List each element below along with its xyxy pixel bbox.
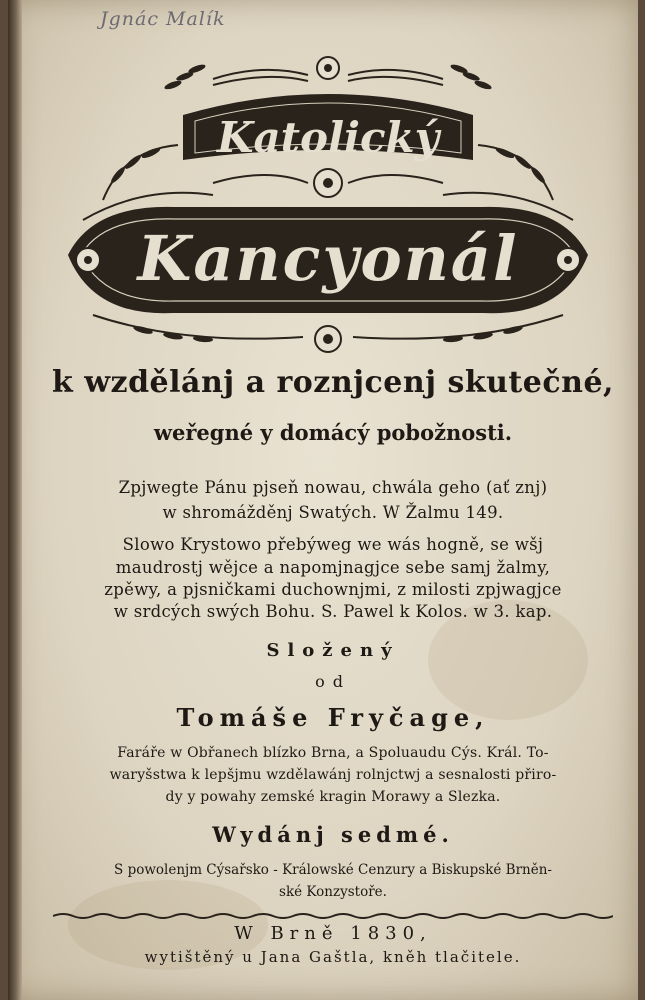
author-description-line: waryšstwa k lepšjmu wzdělawánj rolnjctwj a sesnalosti přiro- (109, 767, 557, 783)
author-name: Tomáše Fryčage, (176, 703, 490, 732)
banner-katolicky (183, 94, 473, 162)
rosette-left (76, 248, 100, 272)
title-ornament (63, 55, 593, 360)
printer-line: wytištěný u Jana Gaštla, kněh tlačitele. (144, 948, 522, 966)
rosette-right (556, 248, 580, 272)
censorship-line: ské Konzystoře. (279, 884, 387, 900)
quote-line: Slowo Krystowo přebýweg we wás hogně, se wšj (122, 535, 544, 554)
rosette-middle (314, 169, 342, 197)
quote-line: w srdcých swých Bohu. S. Pawel k Kolos. w 3. kap. (113, 602, 553, 621)
title-page (8, 0, 638, 1000)
title-line2: Kancyonál (137, 222, 519, 295)
edition-label: Wydánj sedmé. (212, 822, 454, 847)
quote-line: maudrostj wěјce a napomjnagjce sebe samj žalmy, (115, 558, 551, 577)
handwritten-signature: Jgnác Malík (100, 8, 226, 30)
place-and-year: W Brně 1830, (234, 923, 432, 944)
banner-kancyonal (68, 207, 588, 313)
rosette-top (317, 57, 339, 79)
book-spine (8, 0, 22, 1000)
quote-line: w shromážděnj Swatých. W Žalmu 149. (162, 503, 504, 522)
by-label: od (315, 672, 351, 691)
author-description-line: dy y powahy zemské kragin Morawy a Slezka. (165, 789, 501, 805)
composed-label: Složený (266, 640, 400, 661)
subtitle-line2: weřegné y domácý pobožnosti. (153, 420, 513, 445)
censorship-line: S powolenjm Cýsařsko - Králowské Cenzury a Biskupské Brněn- (114, 862, 552, 878)
subtitle-line1: k wzdělánj a roznjcenj skutečné, (51, 365, 614, 400)
quote-line: Zpjwegte Pánu pjseň nowau, chwála geho (ať znj) (118, 478, 548, 497)
decorative-rule (53, 912, 613, 920)
quote-line: zpěwy, a pjsničkami duchownjmi, z milosti zpjwagjce (104, 580, 562, 599)
title-line1: Katolický (216, 113, 440, 162)
author-description-line: Faráře w Obřanech blízko Brna, a Spoluaudu Cýs. Král. To- (117, 745, 549, 761)
rosette-bottom (315, 326, 341, 352)
